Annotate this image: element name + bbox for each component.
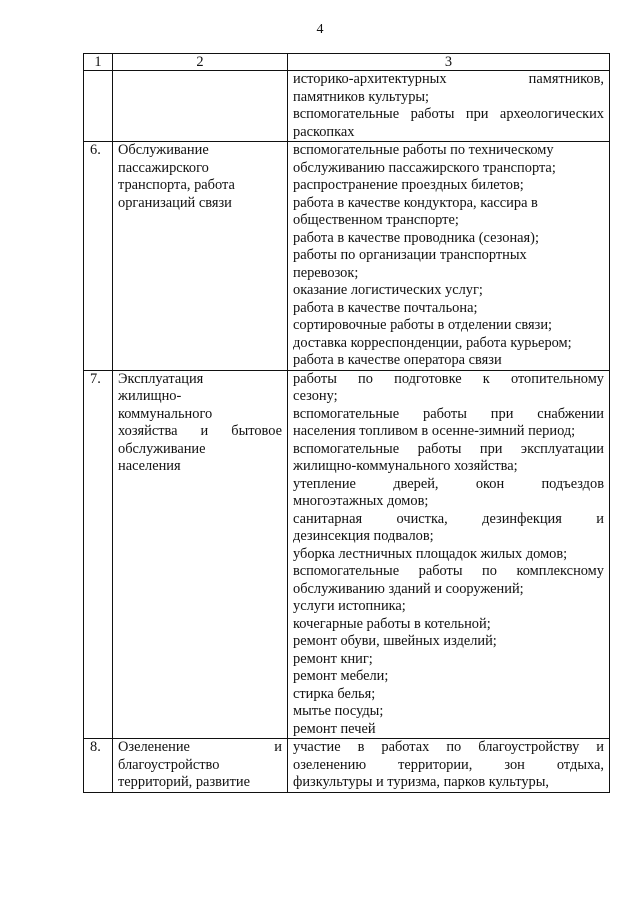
work-type-line: сортировочные работы в отделении связи; xyxy=(293,317,553,333)
work-type-line: работа в качестве проводника (сезоная); xyxy=(293,229,539,246)
activities-table xyxy=(83,53,610,793)
work-type-line: историко-архитектурных памятников, xyxy=(293,71,604,87)
activity-name-line: транспорта, работа xyxy=(118,177,235,193)
work-type-line: обслуживанию пассажирского транспорта; xyxy=(293,159,556,176)
activity-name-line: благоустройство xyxy=(118,756,220,773)
activity-name-line: пассажирского xyxy=(118,159,209,176)
header-col-1: 1 xyxy=(84,54,113,71)
activity-name-line: территорий, развитие xyxy=(118,774,250,790)
work-type-line: жилищно-коммунального хозяйства; xyxy=(293,458,518,474)
work-types-cell xyxy=(288,142,610,371)
work-type-line: стирка белья; xyxy=(293,685,376,702)
activity-name-line: Обслуживание xyxy=(118,142,209,158)
work-type-line: кочегарные работы в котельной; xyxy=(293,615,491,632)
activity-name-cell xyxy=(113,142,288,371)
work-type-line: физкультуры и туризма, парков культуры, xyxy=(293,774,550,790)
work-type-line: перевозок; xyxy=(293,264,359,281)
row-number: 6. xyxy=(90,142,101,158)
work-type-line: сезону; xyxy=(293,388,338,404)
work-type-line: ремонт мебели; xyxy=(293,668,389,684)
page-number: 4 xyxy=(316,22,324,37)
work-types-cell xyxy=(288,739,610,793)
work-type-line: утепление дверей, окон подъездов xyxy=(293,475,604,492)
table-header-row xyxy=(84,54,610,71)
row-number-cell xyxy=(84,71,113,142)
work-type-line: дезинсекция подвалов; xyxy=(293,528,434,544)
activity-name-line: коммунального xyxy=(118,405,213,422)
work-type-line: работа в качестве почтальона; xyxy=(293,299,478,316)
work-type-line: услуги истопника; xyxy=(293,598,406,614)
activity-name-line: жилищно- xyxy=(118,388,182,404)
header-col-2: 2 xyxy=(113,54,288,71)
row-number-cell xyxy=(84,739,113,793)
work-type-line: участие в работах по благоустройству и xyxy=(293,739,604,755)
work-type-line: обслуживанию зданий и сооружений; xyxy=(293,580,524,597)
work-type-line: ремонт обуви, швейных изделий; xyxy=(293,633,497,649)
work-type-line: вспомогательные работы при археологических xyxy=(293,106,604,122)
row-number-cell xyxy=(84,370,113,739)
work-type-line: санитарная очистка, дезинфекция и xyxy=(293,510,604,527)
row-number: 7. xyxy=(90,370,101,387)
table-row xyxy=(84,370,610,739)
work-types-cell xyxy=(288,370,610,739)
work-type-line: населения топливом в осенне-зимний период; xyxy=(293,423,576,439)
activity-name-line: хозяйства и бытовое xyxy=(118,423,282,439)
row-number-cell xyxy=(84,142,113,371)
activity-name-cell xyxy=(113,370,288,739)
activity-name-cell xyxy=(113,739,288,793)
work-type-line: раскопках xyxy=(293,123,355,140)
work-type-line: работа в качестве оператора связи xyxy=(293,352,502,368)
work-type-line: общественном транспорте; xyxy=(293,212,459,228)
table-body xyxy=(84,54,610,793)
work-type-line: вспомогательные работы при снабжении xyxy=(293,405,604,422)
work-type-line: памятников культуры; xyxy=(293,88,430,105)
activity-name-line: обслуживание xyxy=(118,440,206,457)
work-type-line: мытье посуды; xyxy=(293,703,384,719)
table-row xyxy=(84,142,610,371)
activity-name-line: Эксплуатация xyxy=(118,370,204,387)
activity-name-line: населения xyxy=(118,458,181,474)
work-type-line: вспомогательные работы по техническому xyxy=(293,142,554,158)
work-type-line: работы по подготовке к отопительному xyxy=(293,370,604,387)
work-type-line: распространение проездных билетов; xyxy=(293,177,524,193)
work-type-line: уборка лестничных площадок жилых домов; xyxy=(293,545,568,562)
table-row xyxy=(84,739,610,793)
work-type-line: ремонт печей xyxy=(293,720,376,737)
work-type-line: вспомогательные работы по комплексному xyxy=(293,563,604,579)
work-type-line: оказание логистических услуг; xyxy=(293,282,483,298)
work-types-cell xyxy=(288,71,610,142)
row-number: 8. xyxy=(90,739,101,755)
work-type-line: работы по организации транспортных xyxy=(293,247,527,263)
activity-name-line: Озеленение и xyxy=(118,739,282,755)
work-type-line: ремонт книг; xyxy=(293,650,373,667)
activity-name-line: организаций связи xyxy=(118,194,232,211)
work-type-line: вспомогательные работы при эксплуатации xyxy=(293,440,604,457)
work-type-line: многоэтажных домов; xyxy=(293,493,429,509)
header-col-3: 3 xyxy=(288,54,610,71)
activity-name-cell xyxy=(113,71,288,142)
table-row xyxy=(84,71,610,142)
work-type-line: озеленению территории, зон отдыха, xyxy=(293,756,604,773)
work-type-line: доставка корреспонденции, работа курьером; xyxy=(293,334,572,351)
work-type-line: работа в качестве кондуктора, кассира в xyxy=(293,194,538,211)
